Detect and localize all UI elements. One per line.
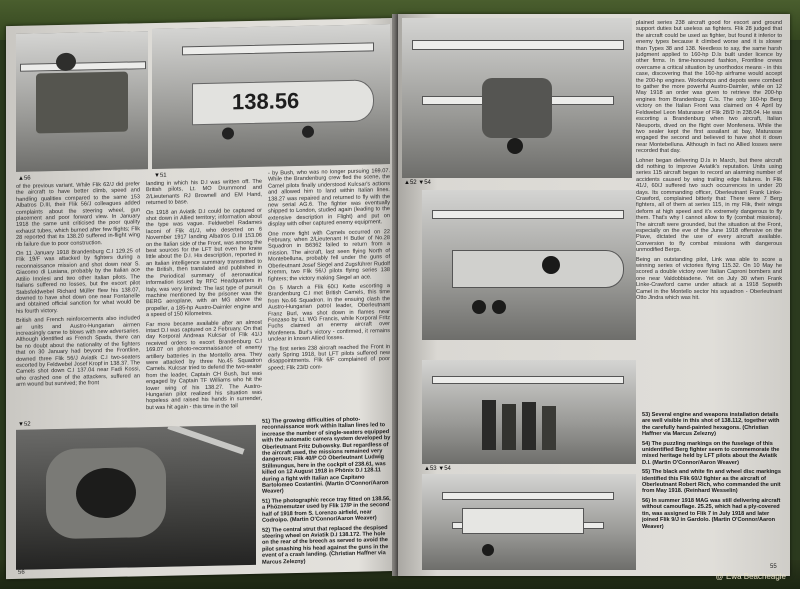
photo-tag: ▲53 ▼54	[424, 466, 451, 472]
photo-skull-fuselage	[422, 190, 636, 340]
text-column-2: landing in which his D.I was written off. The British pilots, Lt. MO Drummond and 2/Lieutenants RJ Brownell and EM Hand, returned to base. On 1918 an Aviatik D.I could be captured or shot down in Allied territory; information about the type was vague. Feldwebel Radames Iaconi of Flik 41/J, who deserted on 6 November 1917 landing Albatros D.III 153.06 on the Italian side of the Front, was among the best sources for the LFT but even he knew little about the D.I. His description, reported in an Italian intelligence summary transmitted to the British, then translated and published in the Periodical summary of aeronautical information issued by RFC Headquarters in Italy, was very limited: The last type of pursuit machine mentioned by the prisoner was the BERG aeroplane, with an MG above the propeller, a 185-hp Austro-Daimler engine and a speed of 150 Kilometres. Far more became available after an almost intact D.I was captured on 2 February. On that day Korporal Andreas Kulcsar of Flik 41/J received orders to escort Brandenburg C.I 169.07 on photo-reconnaissance of enemy artillery batteries in the Montello area. They were attacked by three No.45 Squadron Camels. Kulcsar tried to defend the two-seater from the leader, Captain CH Bush, but was engaged by Captain TF Williams who hit the lower wing of his 138.27. The Austro-Hungarian pilot realized his situation was hopeless and raised his hands in surrender, but was hit again - this time in the tail	[146, 178, 262, 411]
text-column-1: of the previous variant. While Flik 62/J did prefer the aircraft to have better climb, speed and handling qualities compared to the same 153 Albatros D.III, their Flik 56/J colleagues added complaints about the steering wheel, gun placement and poor forward view. In January 1918 the same unit criticised the poor quality exhaust tubes, which burned after few flights; Flik 28 reported that its 138.20 suffered in-flight wing rib failure due to poor construction. On 11 January 1918 Brandenburg C.I 129.25 of Flik 19/F was attacked by fighters during a reconnaissance mission and shot down near S. Giacomo di Lusiana, probably by the Italian ace Attilio Imolesi and two other Italian pilots. The Italians suffered no losses, but the escort pilot Stabsfeldwebel Richard Müller flew his 138.07, downed to have shot down one near Fontanelle and obtained official sanction for what would be his fourth victory. British and French reinforcements also included air units and Austro-Hungarian airmen increasingly came to blows with new adversaries. Although identified as French Spads, there can be no doubt about the nationality of the fighters that on 30 January had beyond the Frontline, downed three Flik 56/J Aviatik C.I two-seaters escorted by Feldwebel Josef Kropf in 138.37. The Camels shot down C.I 137.04 near Fadi Kossi, who crashed one of the attackers, suffered an arm wound but survived; the front	[16, 181, 140, 389]
right-page	[398, 14, 790, 576]
captions-right: 53) Several engine and weapons installation details are well visible in this shot of 138.112, together with the carefully hand-painted hexagons. (Christian Haffner via Marcus Zelezny) 54) The puzzling markings on the fuselage of this unidentified Berg fighter seem to commemorate the mixed heritage held by LFT pilots about the Aviatik D.I. (Martin O'Connor/Aaron Weaver) 55) The black and white fin and wheel disc markings identified this Flik 60/J fighter as the aircraft of Oberleutnant Robert Rich, who commanded the unit from May 1918. (Reinhard Wesselin) 56) In summer 1918 MAG was still delivering aircraft without camouflage. 25.25, which had a ply-covered tin, was assigned to Flik 7 in July 1918 and later joined Flik 9/J in Gardolo. (Martin O'Connor/Aaron Weaver)	[642, 412, 781, 530]
photo-engine-detail	[16, 425, 256, 570]
photo-ground-crew	[422, 360, 636, 464]
page-number-right: 55	[770, 564, 777, 570]
photo-aircraft-side	[152, 24, 390, 169]
text-column-right: plained series 238 aircraft good for escort and ground support duties but useless as fighters. Flik 28 judged that the aircraft could be used as fighter, but found it inferior to enemy types because it climbed worse and it is slower than Types 38 and 138. Needless to say, the same harsh judgment applied to 160-hp D.Is built under licence by other firms. In time-honoured fashion, Frontline crews overcame a critical situation by unorthodox means - in this case, discovering that the 160-hp airframe would accept the 200-hp engines. Workshops and depots were combed to gather the more powerful Austro-Daimler, while on 12 May 1918 an order was given to retrieve the 200-hp engines from Brandenburg C.Is. The only 160-hp Berg victory on the Italian Front was claimed on 4 April by Feldwebel Leon Maturasse of Flik 28/D in 238.04. He was escorting a Brandenburg when two aircraft, Italian Nieuports, dived on the flight over Monfenera. While the two sealer kept the first assailant at bay, Maturasse engaged the second and believed to have shot it down near Montebelluna. Although in fact no Allied losses were recorded that day. Lohner began delivering D.Is in March, but there aircraft did nothing to improve Aviatik's reputation. Units using series 115 aircraft began to record an alarming number of accidents caused by wing trailing edge failures. In Flik 41/J, 60/J suffered two such occurrences in under 20 days. Its commanding officer, Oberleutnant Frank Linke-Crawford, complained bitterly that: There were 7 Berg fighters, all of them at series 115, in my Flik, their wings deform at high speed and it's extremely dangerous to fly them. That's why I cannot allow to fly (combat missions). The aircraft were grounded, but the situation at the Front, especially on the eve of the June 1918 offensive on the Piave, dictated the use of every aircraft available. Conversion to fly combat missions with dangerous unmodified Bergs. Being an outstanding pilot, Link was able to score a winning series of victories flying 115.32. On 10 May he scored a double victory over Italian Caproni bombers and one near Valdobbiadene. Yet on July 30 when Frank Linke-Crawford came under attack at a 1918 Sopwith Camel in the Montello sector his squadron - Oberleutnant Otto Jindra which was hit.	[636, 20, 782, 302]
left-page	[6, 18, 398, 579]
photo-tag: ▲56	[18, 175, 31, 182]
photo-tag: ▼51	[154, 172, 167, 180]
photo-tag: ▼52	[18, 421, 31, 428]
photo-cockpit-camera	[16, 31, 148, 172]
photo-aircraft-field	[422, 474, 636, 570]
photo-aircraft-front	[402, 18, 632, 178]
captions-left: 51) The growing difficulties of photo-reconnaissance work within Italian lines led to increase the number of single-seaters equipped with the automatic camera system developed by Oberleutnant Fritz Dubowsky. But regardless of the aircraft used, the missions remained very dangerous; Flik 40/P CO Oberleutnant Ludwig Stillmungus, here in the cockpit of 238.61, was killed on 12 August 1918 in Phönix D.I 128.11 during a fight with Italian ace Capitano Bartolomeo Costantini. (Martin O'Connor/Aaron Weaver) 51) The photographic recce tray fitted on 138.56, a Phöznemutzer used by Flik 17/P in the second half of 1918 from S. Lorenzo airfield, near Codroipo. (Martin O'Connor/Aaron Weaver) 52) The central strut that replaced the despised steering wheel on Aviatik D.I 138.172. The hole on the rear of the breech as served to avoid the pilot smashing his head against the guns in the event of a crash landing. (Christian Haffner via Marcus Zelezny)	[262, 416, 391, 566]
photo-tag: ▲52 ▼54	[404, 180, 431, 186]
page-number-left: 56	[18, 569, 25, 576]
aircraft-serial: 138.56	[232, 87, 300, 115]
text-column-3: - by Bush, who was no longer pursuing 169.07. While the Brandenburg crew fled the scene, the Camel pilots finally understood Kulcsar's actions and allowed him to land within Italian lines. 138.27 was repaired and returned to fly with the new serial AG.6. The fighter was eventually shipped to London, studied again (leading to the extensive description in Flight) and put on display with other captured enemy equipment. One more fight with Camels occurred on 22 February, when 2/Lieutenant H Butler of No.28 Squadron in B6362 failed to return from a mission. The aircraft, last seen flying North of Montebelluna, probably fell under the guns of Oberleutnant Josef Siegel and Zugsführer Rudolf Kremm, two Flik 56/J pilots flying series 138 fighters; the victory making Siegel an ace. On 5 March a Flik 60/J Kette escorting a Brandenburg C.I met British Camels, this time from No.66 Squadron. In the ensuing clash the Austro-Hungarian patrol leader, Oberleutnant Franz Burl, was shot down in flames near Fonzaso by Lt. WG Francis, while Korporal Fritz Fuchs claimed an enemy aircraft over Monfenera. Burl's victory - confirmed, it remains unclear in known Allied losses. The first series 238 aircraft reached the Front in early Spring 1918, but LFT pilots suffered new disappointments. Flik 6/F complained of poor speed; Flik 23/D com-	[268, 168, 390, 372]
watermark: @ Ewa Beacheagle	[715, 572, 786, 581]
